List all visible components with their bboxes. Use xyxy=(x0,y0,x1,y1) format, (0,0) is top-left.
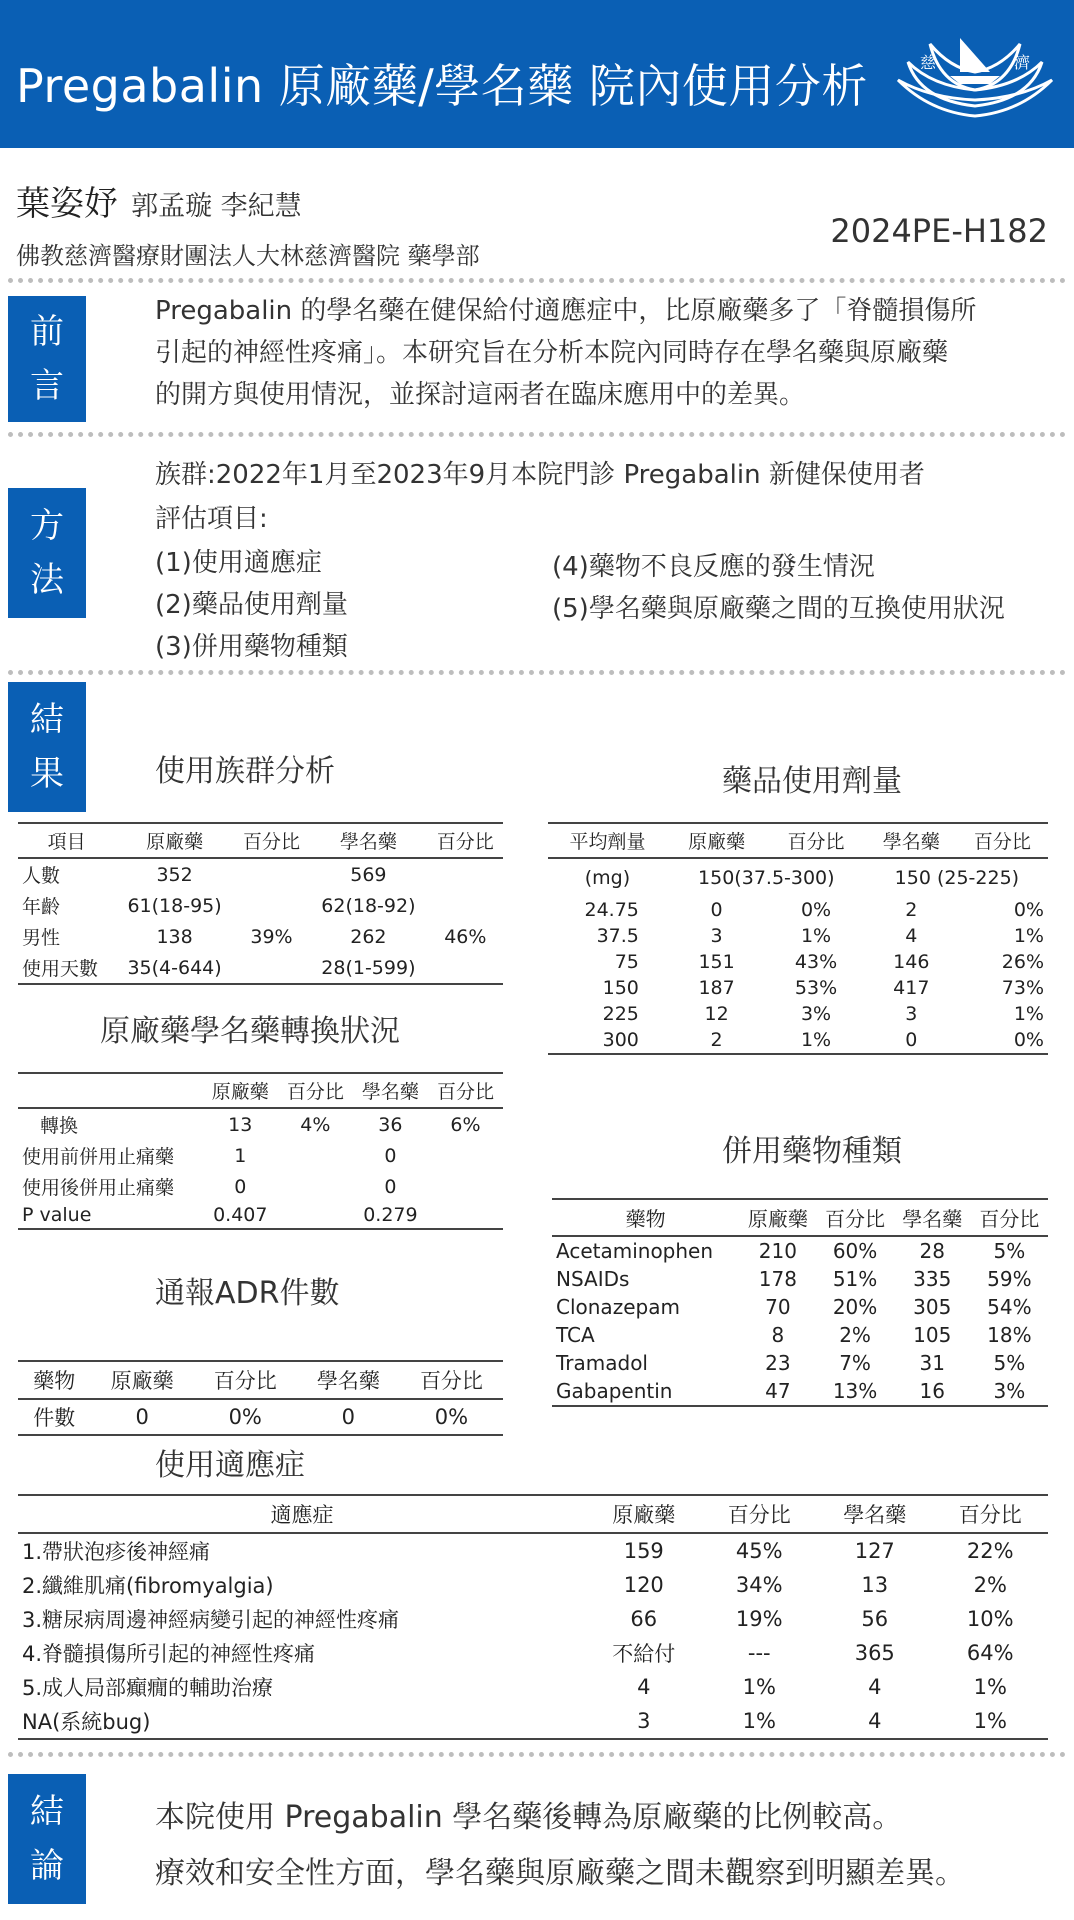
table-row: 150 187 53% 417 73% xyxy=(602,977,1044,999)
results-tab: 結 果 xyxy=(8,682,86,812)
table-row: 2.纖維肌痛(fibromyalgia) 120 34% 13 2% xyxy=(22,1573,1007,1598)
table-row: 轉換 13 4% 36 6% xyxy=(40,1113,481,1137)
intro-line: 引起的神經性疼痛」。本研究旨在分析本院內同時存在學名藥與原廠藥 xyxy=(155,338,949,368)
concomitant-title: 併用藥物種類 xyxy=(722,1134,902,1169)
dose-table xyxy=(548,822,1048,1055)
methods-item: (4)藥物不良反應的發生情況 xyxy=(552,552,875,582)
table-row: 人數 352 569 xyxy=(22,863,387,887)
adr-title: 通報ADR件數 xyxy=(155,1276,340,1311)
section-divider xyxy=(8,278,1066,283)
table-row: 件數 0 0% 0 0% xyxy=(18,1399,503,1435)
table-row: 1.帶狀泡疹後神經痛 159 45% 127 22% xyxy=(22,1539,1014,1564)
methods-tab: 方 法 xyxy=(8,488,86,618)
switch-title: 原廠藥學名藥轉換狀況 xyxy=(100,1014,400,1049)
table-row: 300 2 1% 0 0% xyxy=(548,1027,1048,1054)
switch-table xyxy=(18,1072,503,1230)
table-row: 3.糖尿病周邊神經病變引起的神經性疼痛 66 19% 56 10% xyxy=(22,1607,1014,1632)
dose-title: 藥品使用劑量 xyxy=(722,764,902,799)
methods-item: (3)併用藥物種類 xyxy=(155,632,348,662)
table-header-row: 藥物 原廠藥 百分比 學名藥 百分比 xyxy=(552,1199,1048,1236)
methods-population: 族群:2022年1月至2023年9月本院門診 Pregabalin 新健保使用者 xyxy=(155,460,925,490)
table-header-row: 原廠藥 百分比 學名藥 百分比 xyxy=(18,1073,503,1108)
section-divider xyxy=(8,1752,1066,1757)
table-row: 使用天數 35(4-644) 28(1-599) xyxy=(18,952,503,984)
conclusion-line: 本院使用 Pregabalin 學名藥後轉為原廠藥的比例較高。 xyxy=(155,1800,903,1835)
table-row: 使用後併用止痛藥 0 0 xyxy=(22,1175,397,1199)
table-row: 37.5 3 1% 4 1% xyxy=(596,925,1044,947)
population-table xyxy=(18,822,503,985)
methods-item: (5)學名藥與原廠藥之間的互換使用狀況 xyxy=(552,594,1005,624)
section-divider xyxy=(8,432,1066,437)
conclusion-tab: 結 論 xyxy=(8,1774,86,1904)
section-divider xyxy=(8,670,1066,675)
table-row: TCA 8 2% 105 18% xyxy=(556,1323,1032,1347)
population-title: 使用族群分析 xyxy=(155,754,335,789)
table-row: 年齡 61(18-95) 62(18-92) xyxy=(22,894,416,918)
table-row: Gabapentin 47 13% 16 3% xyxy=(552,1377,1048,1406)
table-header-row: 項目 原廠藥 百分比 學名藥 百分比 xyxy=(18,823,503,858)
table-row: NA(系統bug) 3 1% 4 1% xyxy=(18,1704,1048,1739)
intro-tab: 前 言 xyxy=(8,296,86,422)
table-row: 225 12 3% 3 1% xyxy=(602,1003,1044,1025)
table-row: P value 0.407 0.279 xyxy=(18,1202,503,1229)
affiliation: 佛教慈濟醫療財團法人大林慈濟醫院 藥學部 xyxy=(16,242,480,270)
hospital-lotus-logo xyxy=(890,28,1060,128)
intro-line: 的開方與使用情況，並探討這兩者在臨床應用中的差異。 xyxy=(155,380,806,410)
adr-table xyxy=(18,1360,503,1436)
table-row: 4.脊髓損傷所引起的神經性疼痛 不給付 --- 365 64% xyxy=(22,1641,1014,1666)
co-authors: 郭孟璇 李紀慧 xyxy=(131,191,302,222)
concomitant-table xyxy=(552,1198,1048,1407)
methods-item: (2)藥品使用劑量 xyxy=(155,590,348,620)
table-row: 24.75 0 0% 2 0% xyxy=(584,899,1044,921)
logo-text-left: 慈 xyxy=(920,53,937,72)
methods-eval-title: 評估項目: xyxy=(155,504,268,534)
main-author: 葉姿妤 xyxy=(16,184,118,224)
conclusion-line: 療效和安全性方面，學名藥與原廠藥之間未觀察到明顯差異。 xyxy=(155,1856,965,1891)
intro-line: Pregabalin 的學名藥在健保給付適應症中，比原廠藥多了「脊髓損傷所 xyxy=(155,296,977,326)
indication-title: 使用適應症 xyxy=(155,1448,305,1483)
indication-table xyxy=(18,1494,1048,1740)
logo-text-right: 濟 xyxy=(1014,53,1031,72)
poster-title: Pregabalin 原廠藥/學名藥 院內使用分析 xyxy=(16,59,868,113)
table-row: Tramadol 23 7% 31 5% xyxy=(556,1351,1026,1375)
poster-header xyxy=(0,0,1074,148)
table-header-row: 適應症 原廠藥 百分比 學名藥 百分比 xyxy=(18,1495,1048,1533)
table-row: (mg) 150(37.5-300) 150 (25-225) xyxy=(584,867,1020,889)
table-row: NSAIDs 178 51% 335 59% xyxy=(556,1267,1032,1291)
table-header-row: 平均劑量 原廠藥 百分比 學名藥 百分比 xyxy=(548,823,1048,858)
table-row: 75 151 43% 146 26% xyxy=(614,951,1044,973)
table-row: 使用前併用止痛藥 1 0 xyxy=(22,1144,397,1168)
table-row: 5.成人局部癲癇的輔助治療 4 1% 4 1% xyxy=(22,1675,1007,1700)
table-row: 男性 138 39% 262 46% xyxy=(22,925,487,949)
table-header-row: 藥物 原廠藥 百分比 學名藥 百分比 xyxy=(18,1361,503,1399)
author-line xyxy=(16,176,302,225)
poster-id: 2024PE-H182 xyxy=(830,212,1048,250)
methods-item: (1)使用適應症 xyxy=(155,548,322,578)
table-row: Acetaminophen 210 60% 28 5% xyxy=(556,1239,1026,1263)
intro-text xyxy=(155,290,1055,416)
table-row: Clonazepam 70 20% 305 54% xyxy=(556,1295,1032,1319)
